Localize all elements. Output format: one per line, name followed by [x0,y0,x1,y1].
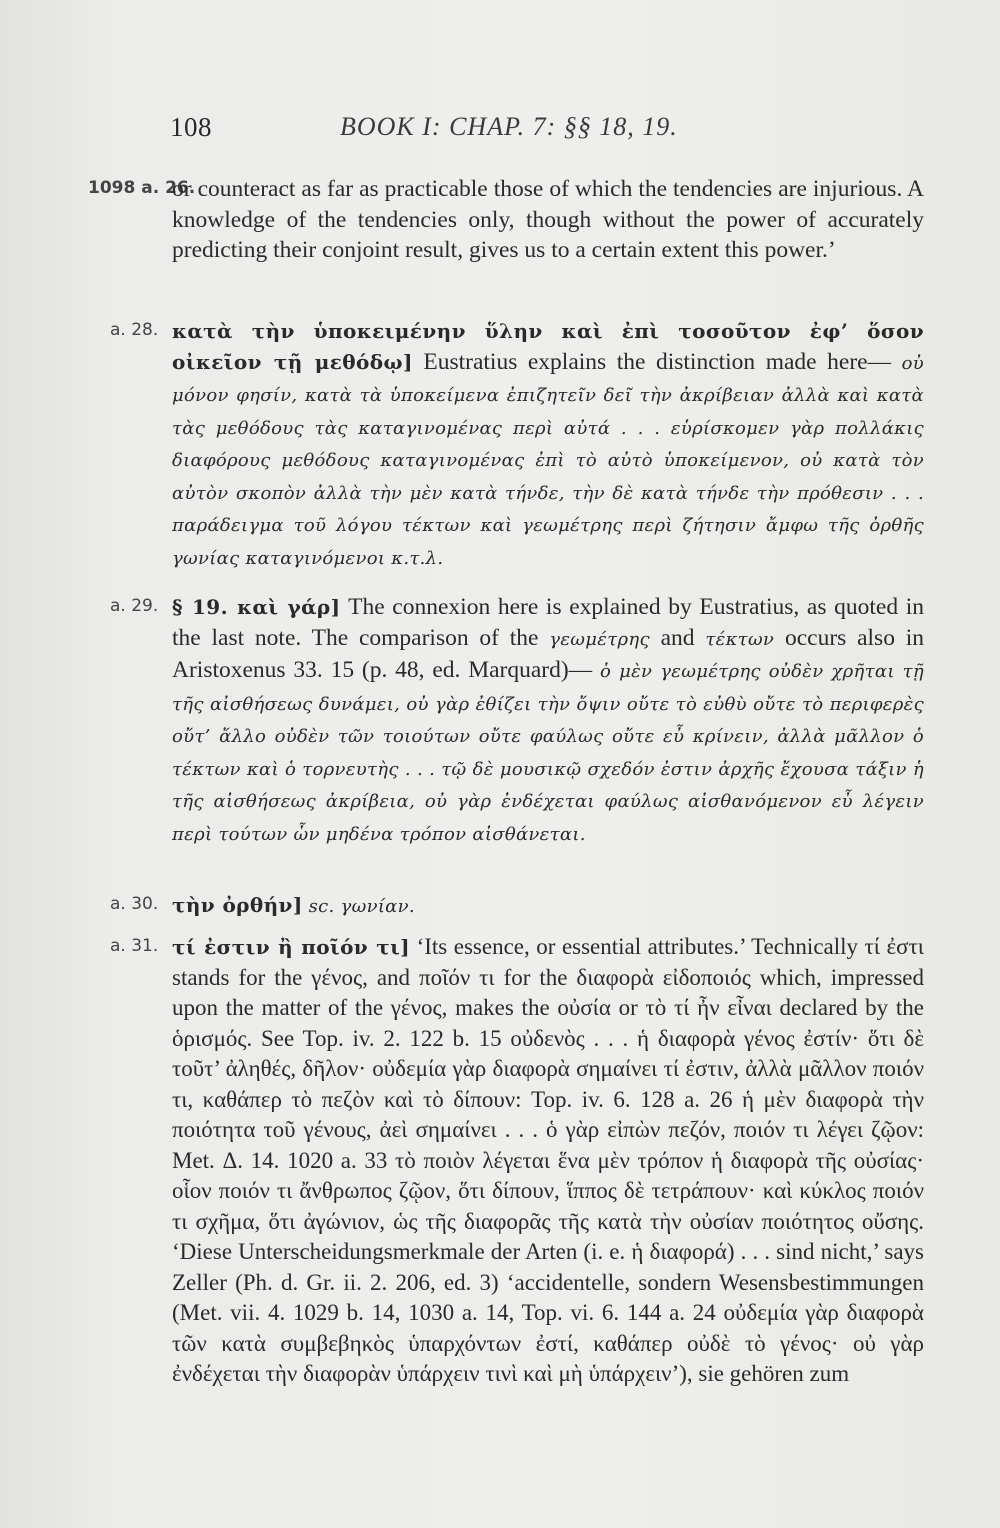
lemma: τί ἐστιν ἢ ποῖόν τι] [172,935,411,959]
note-body-1: The connexion here is explained by Eustratius, as quoted in the last note. The comparison of the [172,594,924,651]
note-body: ‘Its essence, or essential attributes.’ Technically τί ἐστι stands for the γένος, and ποῖόν τι for the διαφορὰ εἰδοποιός which, impressed upon the matter of the γένος, makes the οὐσία or τὸ τί ἦν εἶναι declared by the ὁρισμός. See Top. iv. 2. 122 b. 15 οὐδενὸς . . . ἡ διαφορὰ γένος ἐστίν· ὅτι δὲ τοῦτ’ ἀληθές, δῆλον· οὐδεμία γὰρ διαφορὰ σημαίνει τί ἐστιν, ἀλλὰ μᾶλλον ποιόν τι, καθάπερ τὸ πεζὸν καὶ τὸ δίπουν: Top. iv. 6. 128 a. 26 ἡ μὲν διαφορὰ τὴν ποιότητα τοῦ γένους, ἀεὶ σημαίνει . . . ὁ γὰρ εἰπὼν πεζόν, ποιόν τι λέγει ζῷον: Met. Δ. 14. 1020 a. 33 τὸ ποιὸν λέγεται ἕνα μὲν τρόπον ἡ διαφορὰ τῆς οὐσίας· οἷον ποιόν τι ἄνθρωπος ζῷον, ὅτι δίπουν, ἵππος δὲ τετράπουν· καὶ κύκλος ποιόν τι σχῆμα, ὅτι ἀγώνιον, ὡς τῆς διαφορᾶς τῆς κατὰ τὴν οὐσίαν ποιότητος οὔσης. ‘Diese Unterscheidungsmerkmale der Arten (i. e. ἡ διαφορά) . . . sind nicht,’ says Zeller (Ph. d. Gr. ii. 2. 206, ed. 3) ‘accidentelle, sondern Wesensbestimmungen (Met. vii. 4. 1029 b. 14, 1030 a. 14, Top. vi. 6. 144 a. 24 οὐδεμία γὰρ διαφορὰ τῶν κατὰ συμβεβηκὸς ὑπαρχόντων ἐστί, καθάπερ οὐδὲ τὸ γένος· οὐ γὰρ ἐνδέχεται τὴν διαφορὰν ὑπάρχειν τινὶ καὶ μὴ ὑπάρχειν’), sie gehören zum [172,934,924,1386]
note-text [172,316,924,574]
note-intro: Eustratius explains the distinction made here— [423,348,892,375]
note-body-2: and [660,624,695,651]
line-reference: a. 29. [110,596,159,616]
greek-term-1: γεωμέτρης [549,628,650,650]
lemma: κατὰ τὴν ὑποκειμένην ὕλην καὶ ἐπὶ τοσοῦτον ἐφ’ ὅσον οἰκεῖον τῇ μεθόδῳ] [172,319,924,374]
note-text [172,932,924,1390]
line-reference: a. 30. [110,894,159,914]
line-reference: a. 31. [110,936,159,956]
note-text [172,890,924,923]
greek-quotation: οὐ μόνον φησίν, κατὰ τὰ ὑποκείμενα ἐπιζητεῖν δεῖ τὴν ἀκρίβειαν ἀλλὰ καὶ κατὰ τὰς μεθόδους τὰς καταγινομένας περὶ αὐτά . . . εὑρίσκομεν γὰρ πολλάκις διαφόρους μεθόδους καταγινομένας ἐπὶ τὸ αὐτὸ ὑποκείμενον, οὐ κατὰ τὸν αὐτὸν σκοπὸν ἀλλὰ τὴν μὲν κατὰ τήνδε, τὴν δὲ κατὰ τήνδε τὴν πρόθεσιν . . . παράδειγμα τοῦ λόγου τέκτων καὶ γεωμέτρης περὶ ζήτησιν ἄμφω τῆς ὀρθῆς γωνίας καταγινόμενοι κ.τ.λ. [172,352,924,569]
note-body-3: occurs also in Aristoxenus 33. 15 (p. 48, ed. Marquard)— [172,624,925,683]
note-body: sc. γωνίαν. [308,896,415,917]
page-header [0,112,1000,152]
page-number: 108 [170,112,212,142]
note-text [172,592,924,850]
line-reference: 1098 a. 26. [88,178,196,198]
greek-quotation: ὁ μὲν γεωμέτρης οὐδὲν χρῆται τῇ τῆς αἰσθήσεως δυνάμει, οὐ γὰρ ἐθίζει τὴν ὄψιν οὔτε τὸ εὐθὺ οὔτε τὸ περιφερὲς οὔτ’ ἄλλο οὐδὲν τῶν τοιούτων οὔτε φαύλως οὔτε εὖ κρίνειν, ἀλλὰ μᾶλλον ὁ τέκτων καὶ ὁ τορνευτὴς . . . τῷ δὲ μουσικῷ σχεδόν ἐστιν ἀρχῆς ἔχουσα τάξιν ἡ τῆς αἰσθήσεως ἀκρίβεια, οὐ γὰρ ἐνδέχεται φαύλως αἰσθανόμενον εὖ λέγειν περὶ τούτων ὧν μηδένα τρόπον αἰσθάνεται. [172,661,924,845]
note-text [172,174,924,266]
note-body: or counteract as far as practicable those of which the tendencies are injurious. A knowledge of the tendencies only, though without the power of accurately predicting their conjoint result, gives us to a certain extent this power.’ [172,176,924,263]
lemma: τὴν ὀρθήν] [172,893,303,917]
lemma: § 19. καὶ γάρ] [172,595,341,619]
running-title: BOOK I: CHAP. 7: §§ 18, 19. [340,112,678,141]
greek-term-2: τέκτων [705,628,775,650]
line-reference: a. 28. [110,320,159,340]
